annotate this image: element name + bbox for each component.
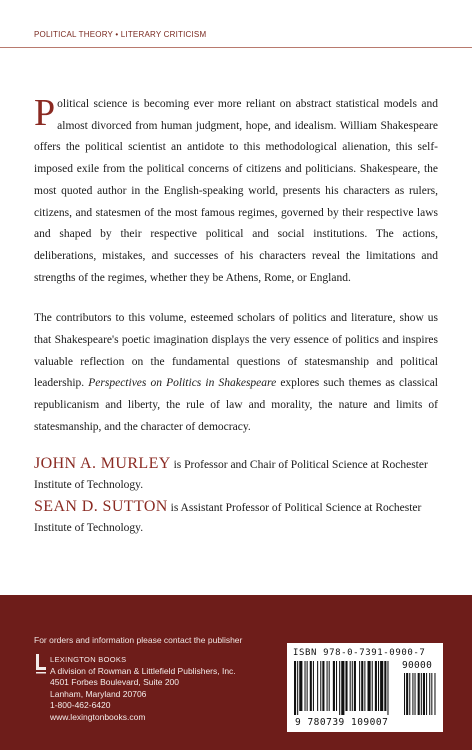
barcode-bar — [333, 661, 335, 711]
barcode-bar — [378, 661, 379, 711]
barcode-bar — [317, 661, 318, 711]
description-paragraph-2 — [34, 308, 438, 438]
barcode-bar — [380, 661, 383, 711]
paragraph-2-start: The contributors to this volume, esteemed scholars of politics and literature, show us that Shakespeare's poetic imagination displays the very essence of politics and inspires valuable reflection on the fundamental questions of statesmanship and political leadership. — [34, 312, 438, 390]
barcode-bar — [297, 661, 298, 715]
barcode-supplement-bar — [415, 673, 416, 715]
publisher-phone: 1-800-462-6420 — [50, 700, 111, 710]
barcode-bar — [384, 661, 386, 711]
barcode-supplement-bar — [429, 673, 430, 715]
barcode-bar — [313, 661, 314, 711]
publisher-website[interactable]: www.lexingtonbooks.com — [50, 711, 146, 722]
barcode-bar — [341, 661, 344, 715]
book-title-italic: Perspectives on Politics in Shakespeare — [88, 377, 277, 390]
barcode-bar — [372, 661, 373, 711]
order-info-text: For orders and information please contact the publisher — [34, 635, 243, 645]
isbn-text: ISBN 978-0-7391-0900-7 — [293, 648, 426, 658]
author-name-1: JOHN A. MURLEY — [34, 454, 171, 472]
barcode-supplement-bar — [434, 673, 435, 715]
barcode-bar — [339, 661, 340, 715]
barcode — [287, 643, 443, 732]
barcode-bar — [320, 661, 321, 711]
barcode-bar — [345, 661, 347, 711]
barcode-supplement-bar — [421, 673, 422, 715]
barcode-main-number: 9 780739 109007 — [295, 717, 389, 728]
barcode-bar — [375, 661, 377, 711]
publisher-band — [0, 595, 472, 750]
barcode-bar — [387, 661, 388, 715]
drop-cap: P — [34, 92, 56, 134]
barcode-bar — [299, 661, 302, 711]
publisher-line-1: A division of Rowman & Littlefield Publishers, Inc. — [50, 665, 236, 676]
publisher-line-2: 4501 Forbes Boulevard, Suite 200 — [50, 677, 180, 687]
barcode-bar — [359, 661, 360, 711]
barcode-bar — [352, 661, 353, 711]
category-label: POLITICAL THEORY • LITERARY CRITICISM — [34, 30, 207, 39]
author-name-2: SEAN D. SUTTON — [34, 497, 168, 515]
barcode-supplement-bar — [426, 673, 427, 715]
barcode-bar — [368, 661, 371, 711]
barcode-bar — [336, 661, 337, 711]
barcode-bar — [327, 661, 328, 711]
barcode-bar — [329, 661, 330, 711]
description-paragraph-1 — [34, 94, 438, 289]
barcode-bar — [305, 661, 306, 711]
barcode-bar — [322, 661, 324, 711]
barcode-bar — [294, 661, 296, 715]
barcode-supplement-bar — [423, 673, 425, 715]
barcode-bar — [354, 661, 356, 711]
author-bio-text-1: is Professor and Chair of Political Science at Rochester Institute of Technology. — [34, 458, 428, 491]
lexington-logo-icon — [34, 653, 48, 675]
author-bio-1 — [34, 454, 438, 495]
paragraph-2-end: explores such themes as classical republicanism and liberty, the rule of law and morality, the nature and limits of statesmanship, and the character of democracy. — [34, 377, 438, 433]
author-bio-text-2: is Assistant Professor of Political Science at Rochester Institute of Technology. — [34, 501, 422, 534]
header-rule — [0, 47, 472, 48]
barcode-supplement-bar — [431, 673, 432, 715]
publisher-name: LEXINGTON BOOKS — [50, 655, 127, 664]
barcode-bar — [361, 661, 363, 711]
barcode-supplement-bar — [404, 673, 405, 715]
barcode-bar — [307, 661, 308, 711]
barcode-bar — [364, 661, 365, 711]
paragraph-1-text: olitical science is becoming ever more reliant on abstract statistical models and almost divorced from human judgment, hope, and idealism. William Shakespeare offers the political scientist an antidote to this methodological alienation, this self-imposed exile from the political concerns of citizens and politicians. Shakespeare, the most quoted author in the English-speaking world, presents his characters as rulers, citizens, and statesmen of the most famous regimes, governed by their respective laws and shaped by their respective political and social institutions. The actions, deliberations, mistakes, and successes of his characters reveal the limitations and strengths of the regimes, whether they be Athens, Rome, or England. — [34, 98, 438, 284]
barcode-supplement-bar — [406, 673, 408, 715]
author-bio-2 — [34, 497, 438, 538]
barcode-supplement-bar — [418, 673, 420, 715]
barcode-bar — [310, 661, 312, 711]
publisher-line-3: Lanham, Maryland 20706 — [50, 688, 147, 699]
barcode-supplement-number: 90000 — [402, 660, 433, 671]
publisher-address — [50, 654, 236, 723]
back-cover-text — [34, 94, 438, 538]
barcode-supplement-bar — [412, 673, 413, 715]
barcode-bar — [350, 661, 351, 711]
barcode-supplement-bar — [409, 673, 410, 715]
